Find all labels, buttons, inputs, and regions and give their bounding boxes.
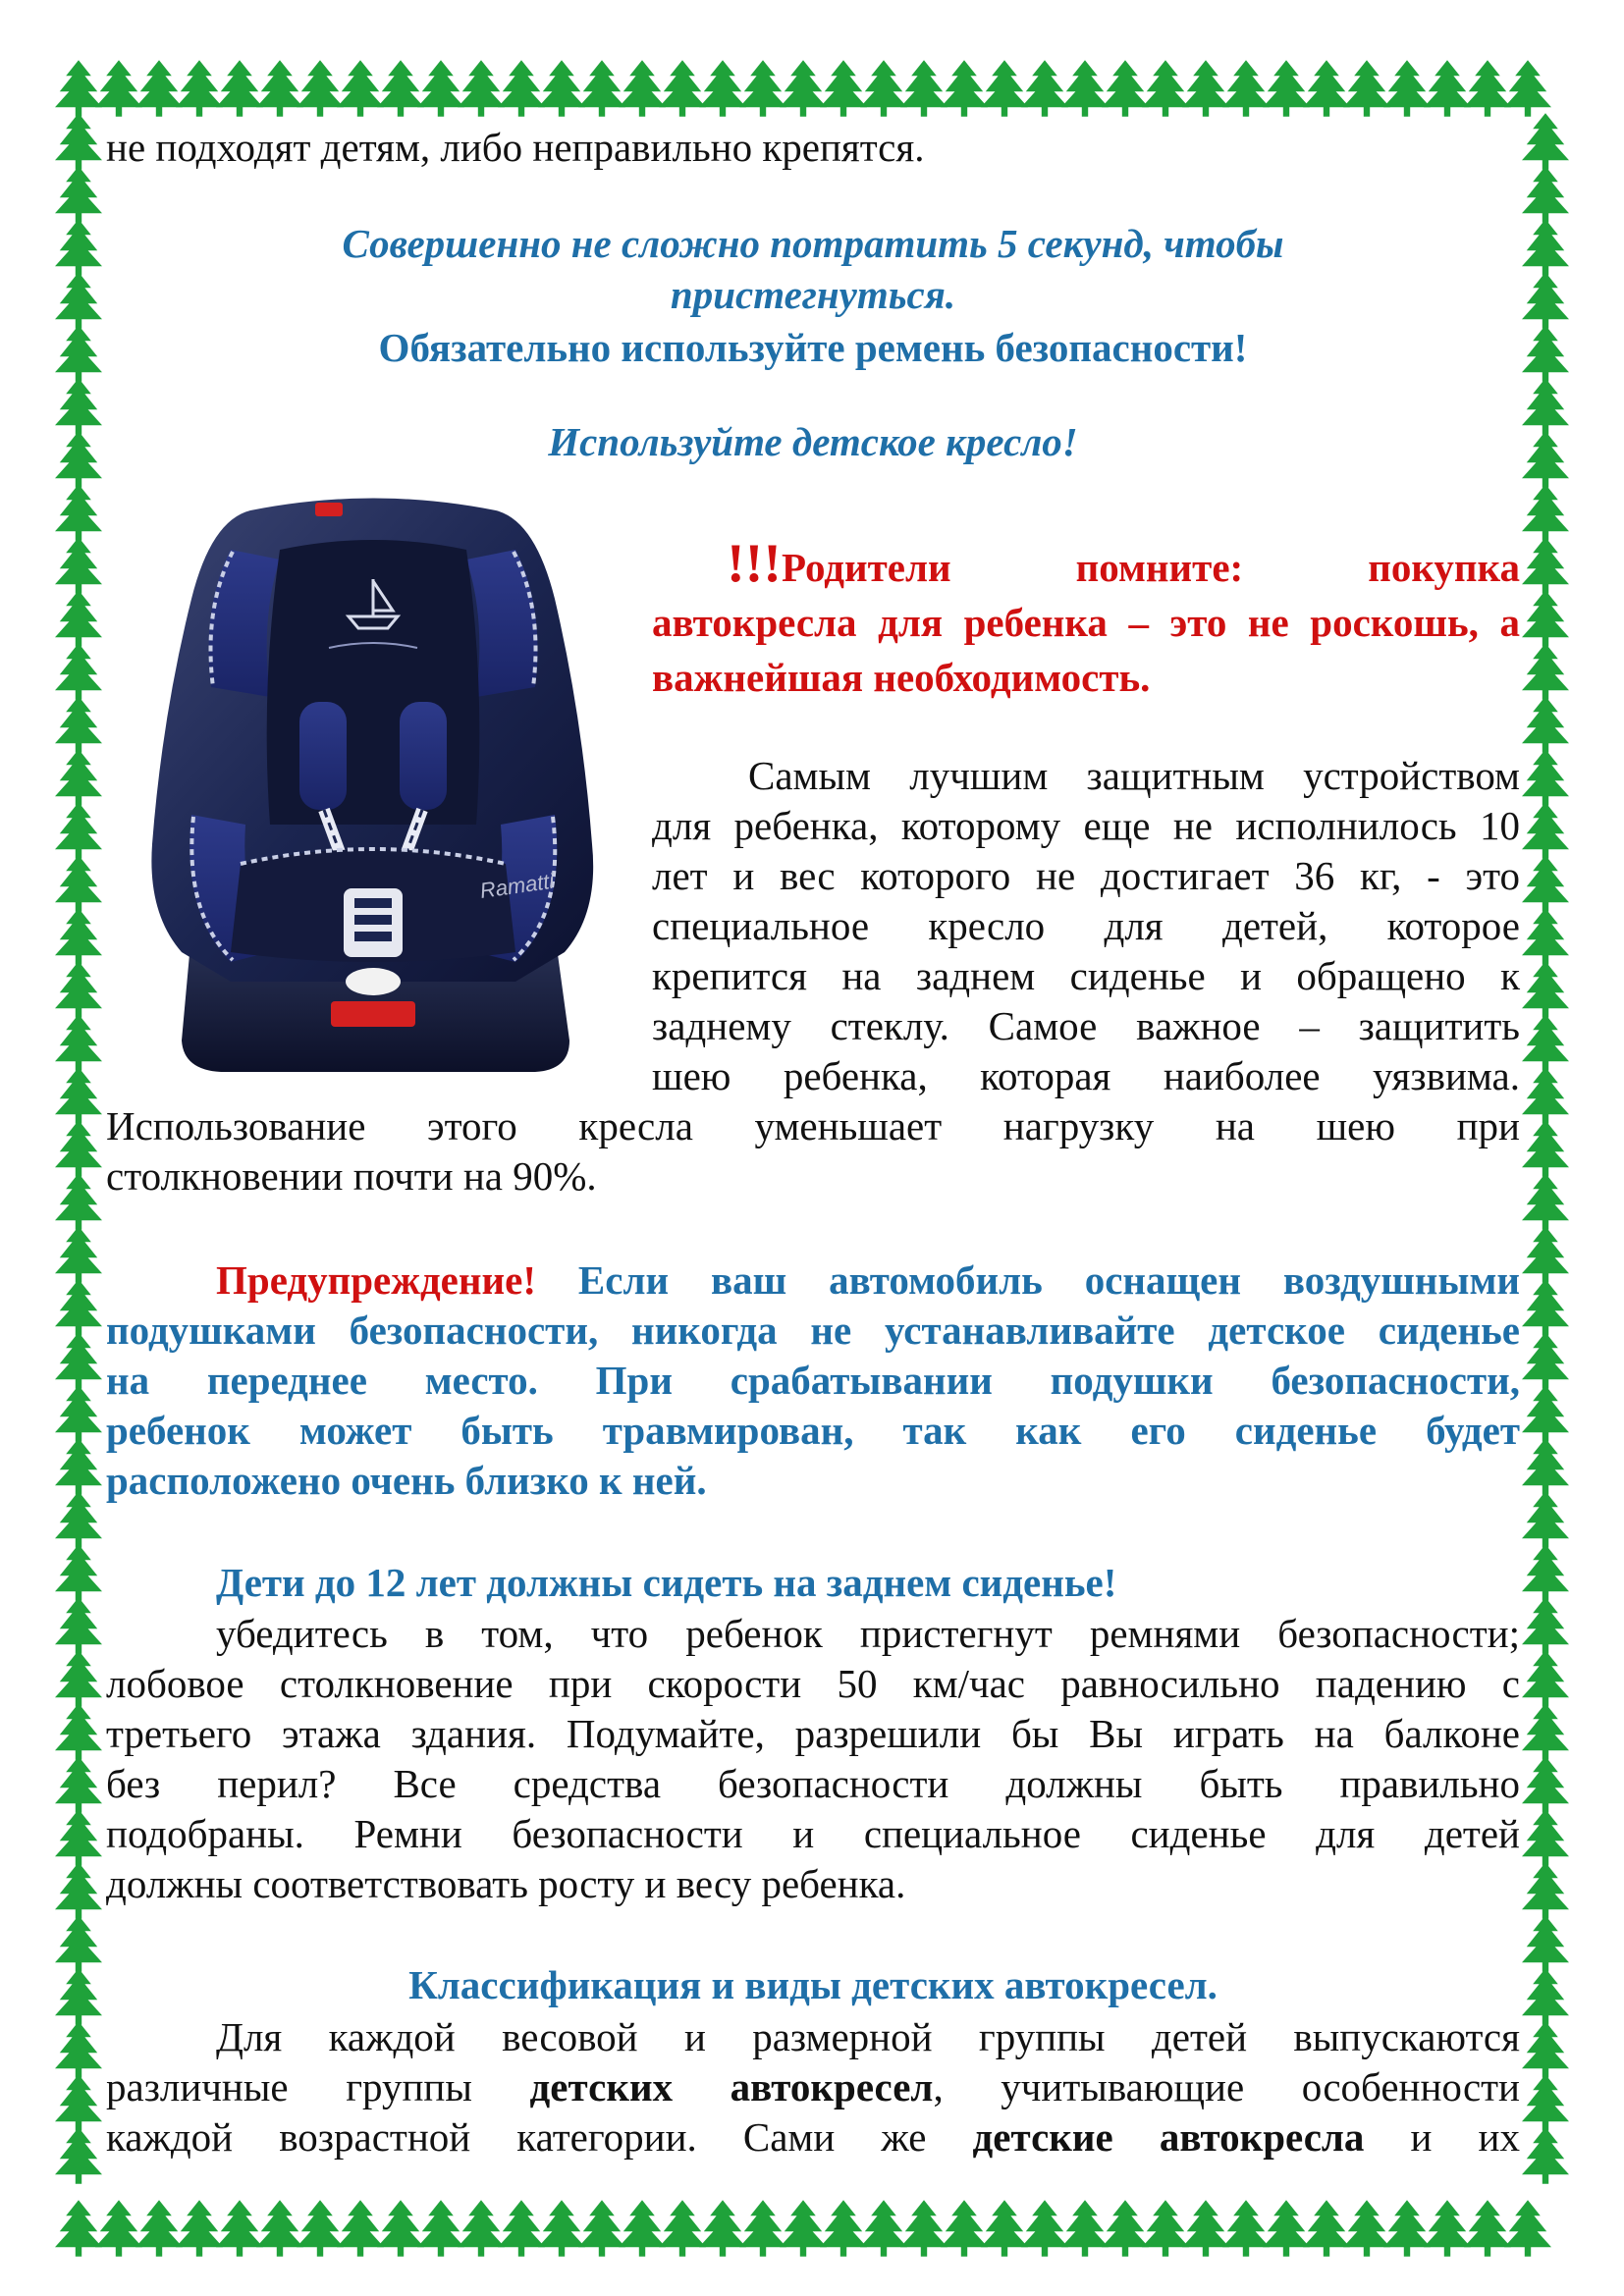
device-paragraph-line-8: Использование этого кресла уменьшает нагрузку на шею при [106,1103,1520,1148]
top-line: не подходят детям, либо неправильно крепятся. [106,125,925,170]
classification-line-2 [106,2061,1520,2112]
slogan-italic-line-1: Совершенно не сложно потратить 5 секунд, чтобы [342,221,1284,266]
parents-note-line-1 [727,533,1520,594]
warning-line-1 [216,1255,1520,1306]
warning-text-1: Если ваш автомобиль оснащен воздушными [535,1257,1520,1303]
device-paragraph-line-6: заднему стеклу. Самое важное – защитить [652,1003,1520,1048]
device-paragraph-line-1: Самым лучшим защитным устройством [748,753,1520,798]
exclamation-marks: !!! [727,533,782,594]
parents-note-line-2: автокресла для ребенка – это не роскошь, а [652,600,1520,645]
seat-brand-label: Ramatti [478,868,556,903]
parents-note-text-1: Родители помните: покупка [781,545,1520,590]
rear-seat-line-6: должны соответствовать росту и весу ребенка. [106,1861,906,1906]
device-paragraph-line-3: лет и вес которого не достигает 36 кг, - это [652,853,1520,898]
seat-belt-slogan: Обязательно используйте ремень безопасности! [378,325,1248,370]
classification-line-3 [106,2111,1520,2163]
classification-line-1: Для каждой весовой и размерной группы детей выпускаются [216,2014,1520,2059]
classification-term-1: детских автокресел [529,2064,934,2109]
classification-heading: Классификация и виды детских автокресел. [408,1962,1218,2007]
warning-line-5: расположено очень близко к ней. [106,1458,707,1503]
slogan-italic-line-2: пристегнуться. [670,272,956,317]
warning-line-3: на переднее место. При срабатывании подушки безопасности, [106,1358,1520,1403]
rear-seat-line-4: без перил? Все средства безопасности должны быть правильно [106,1761,1520,1806]
classification-text-3c: и их [1364,2114,1520,2160]
parents-note-line-3: важнейшая необходимость. [652,655,1151,700]
warning-label: Предупреждение! [216,1257,536,1303]
rear-seat-heading: Дети до 12 лет должны сидеть на заднем сиденье! [216,1560,1117,1605]
rear-seat-line-3: третьего этажа здания. Подумайте, разрешили бы Вы играть на балконе [106,1711,1520,1756]
classification-text-2c: , учитывающие особенности [933,2064,1520,2109]
rear-seat-line-2: лобовое столкновение при скорости 50 км/час равносильно падению с [106,1661,1520,1706]
warning-line-4: ребенок может быть травмирован, так как его сиденье будет [106,1408,1520,1453]
device-paragraph-line-5: крепится на заднем сиденье и обращено к [652,953,1520,998]
classification-text-2a: различные группы [106,2064,530,2109]
device-paragraph-line-7: шею ребенка, которая наиболее уязвима. [652,1053,1520,1098]
rear-seat-line-1: убедитесь в том, что ребенок пристегнут ремнями безопасности; [216,1611,1520,1656]
warning-line-2: подушками безопасности, никогда не устанавливайте детское сиденье [106,1308,1520,1353]
device-paragraph-line-4: специальное кресло для детей, которое [652,903,1520,948]
classification-text-3a: каждой возрастной категории. Сами же [106,2114,973,2160]
device-paragraph-line-9: столкновении почти на 90%. [106,1153,597,1199]
device-paragraph-line-2: для ребенка, которому еще не исполнилось 10 [652,803,1520,848]
child-seat-slogan: Используйте детское кресло! [548,419,1078,464]
classification-term-2: детские автокресла [972,2114,1365,2160]
child-car-seat-image [123,491,623,1080]
rear-seat-line-5: подобраны. Ремни безопасности и специальное сиденье для детей [106,1811,1520,1856]
